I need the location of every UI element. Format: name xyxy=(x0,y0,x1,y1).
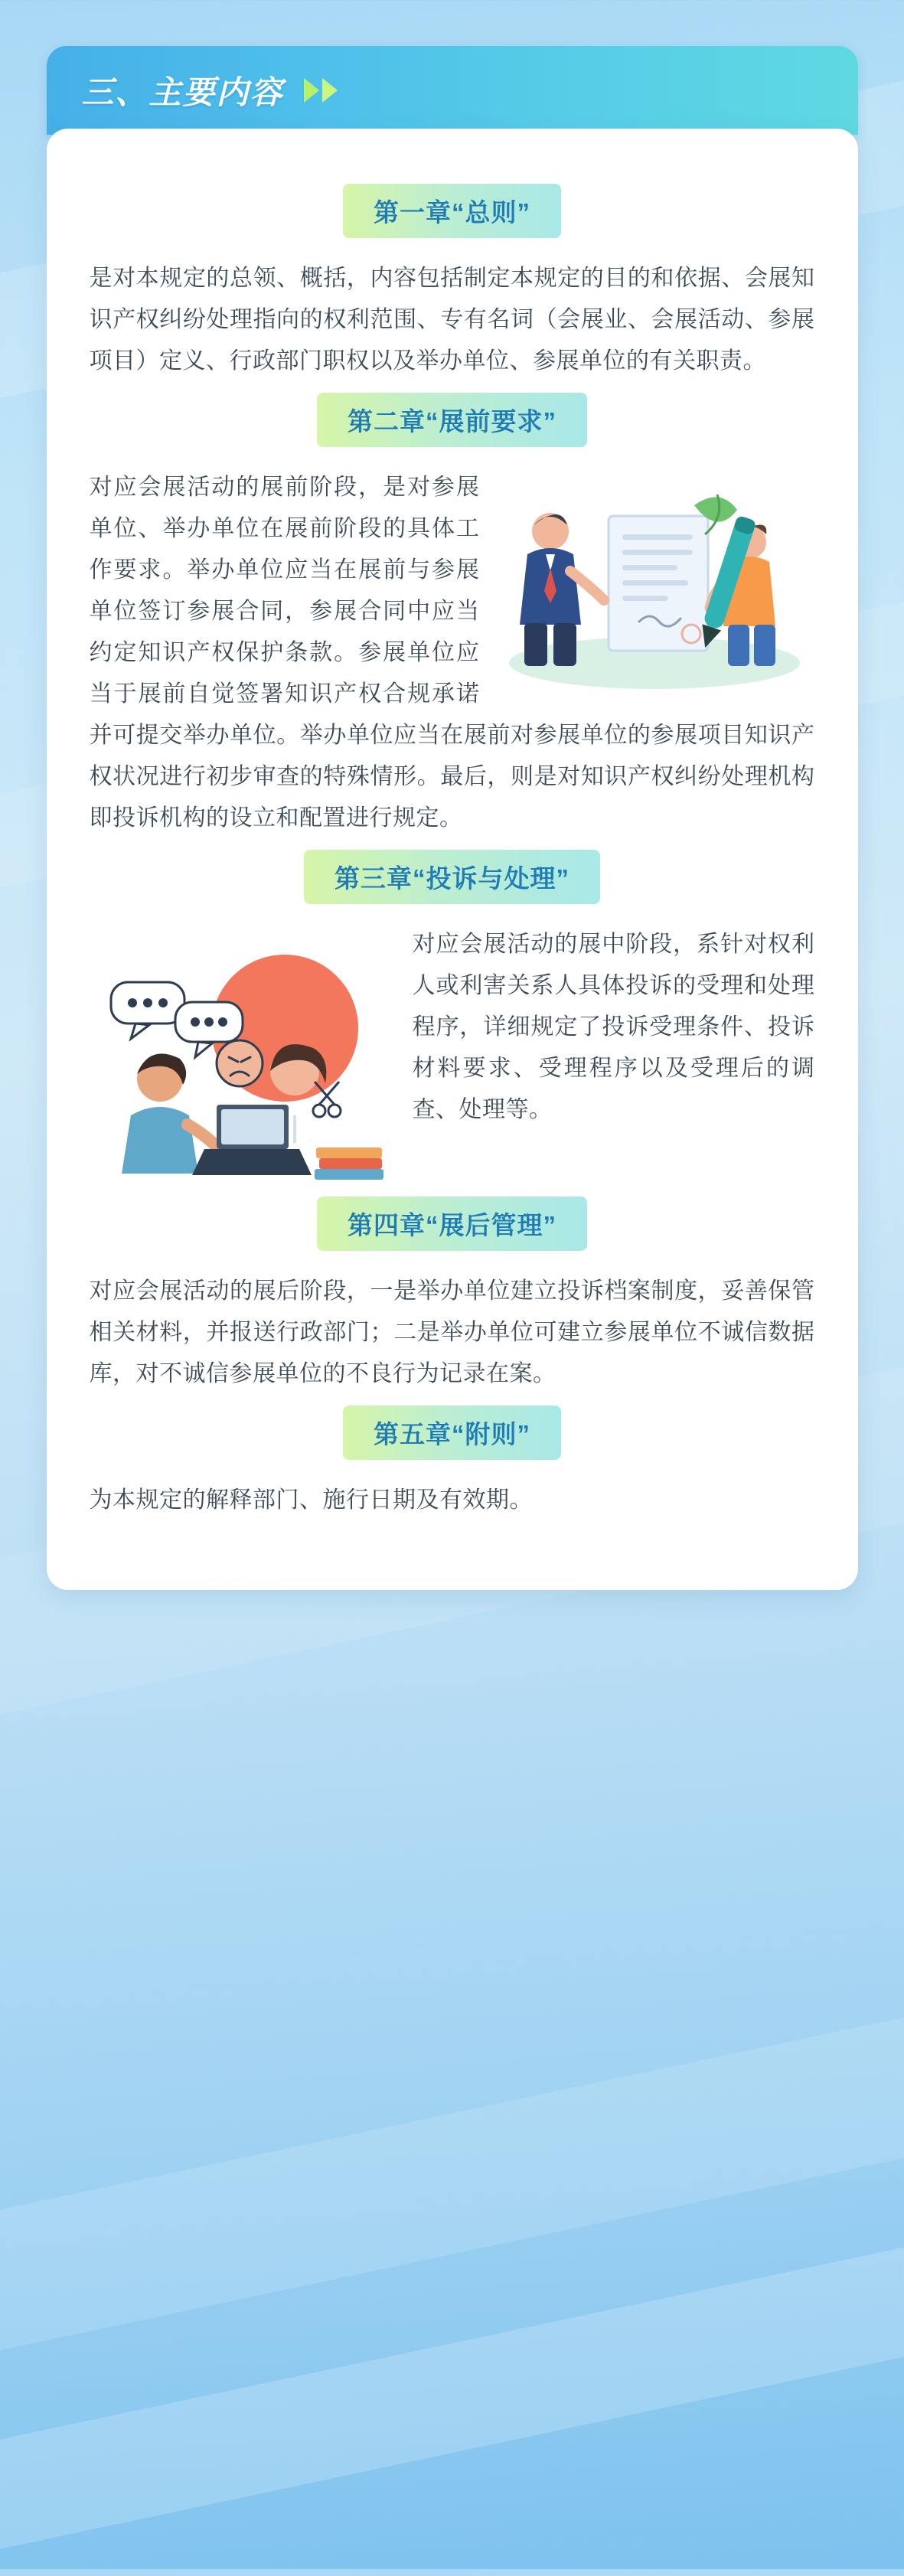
plus-icon xyxy=(831,1533,850,1553)
double-chevron-right-icon xyxy=(304,78,341,103)
plus-icon xyxy=(803,1506,823,1526)
chapter-badge: 第二章“展前要求” xyxy=(317,393,587,447)
chapter-badge: 第一章“总则” xyxy=(343,184,561,238)
chapter-badge-row xyxy=(90,850,815,904)
background-band xyxy=(0,1971,904,2377)
complaint-handling-illustration xyxy=(90,929,396,1181)
chapter-badge-row xyxy=(90,184,815,238)
arrow-icon xyxy=(304,78,319,103)
background-band xyxy=(0,2201,904,2576)
chapter-section-5 xyxy=(90,1406,815,1521)
plus-decoration-group xyxy=(775,1506,850,1553)
chapter-section-4 xyxy=(90,1197,815,1395)
chapter-section-2 xyxy=(90,393,815,839)
chapter-badge: 第三章“投诉与处理” xyxy=(304,850,600,904)
arrow-icon xyxy=(322,78,338,103)
plus-icon xyxy=(775,1533,795,1553)
plus-icon xyxy=(775,1506,795,1526)
plus-icon xyxy=(831,1506,850,1526)
chapter-paragraph: 为本规定的解释部门、施行日期及有效期。 xyxy=(89,1487,533,1513)
chapter-badge-row xyxy=(90,1406,815,1460)
section-header xyxy=(47,46,858,135)
contract-signing-illustration xyxy=(494,472,815,694)
page-title: 三、主要内容 xyxy=(81,74,284,110)
chapter-badge-row xyxy=(90,1197,815,1251)
chapter-badge-row xyxy=(90,393,815,447)
chapter-paragraph: 对应会展活动的展后阶段，一是举办单位建立投诉档案制度，妥善保管相关材料，并报送行政部门；二是举办单位可建立参展单位不诚信数据库，对不诚信参展单位的不良行为记录在案。 xyxy=(89,1278,815,1386)
chapter-badge: 第四章“展后管理” xyxy=(317,1197,587,1251)
chapter-badge: 第五章“附则” xyxy=(343,1406,561,1460)
chapter-paragraph: 对应会展活动的展前阶段，是对参展单位、举办单位在展前阶段的具体工作要求。举办单位应当在展前与参展单位签订参展合同，参展合同中应当约定知识产权保护条款。参展单位应当于展前自觉签署知识产权合规承诺并可提交举办单位。举办单位应当在展前对参展单位的参展项目知识产权状况进行初步审查的特殊情形。最后，则是对知识产权纠纷处理机构即投诉机构的设立和配置进行规定。 xyxy=(89,475,815,831)
chapter-paragraph: 对应会展活动的展中阶段，系针对权利人或利害关系人具体投诉的受理和处理程序，详细规定了投诉受理条件、投诉材料要求、受理程序以及受理后的调查、处理等。 xyxy=(412,932,815,1122)
chapter-section-1 xyxy=(90,184,815,382)
chapter-section-3 xyxy=(90,850,815,1186)
header-bar xyxy=(47,46,858,135)
plus-icon xyxy=(803,1533,823,1553)
chapter-paragraph: 是对本规定的总领、概括，内容包括制定本规定的目的和依据、会展知识产权纠纷处理指向的权利范围、专有名词（会展业、会展活动、参展项目）定义、行政部门职权以及举办单位、参展单位的有关职责。 xyxy=(89,266,815,374)
content-card xyxy=(47,129,858,1590)
